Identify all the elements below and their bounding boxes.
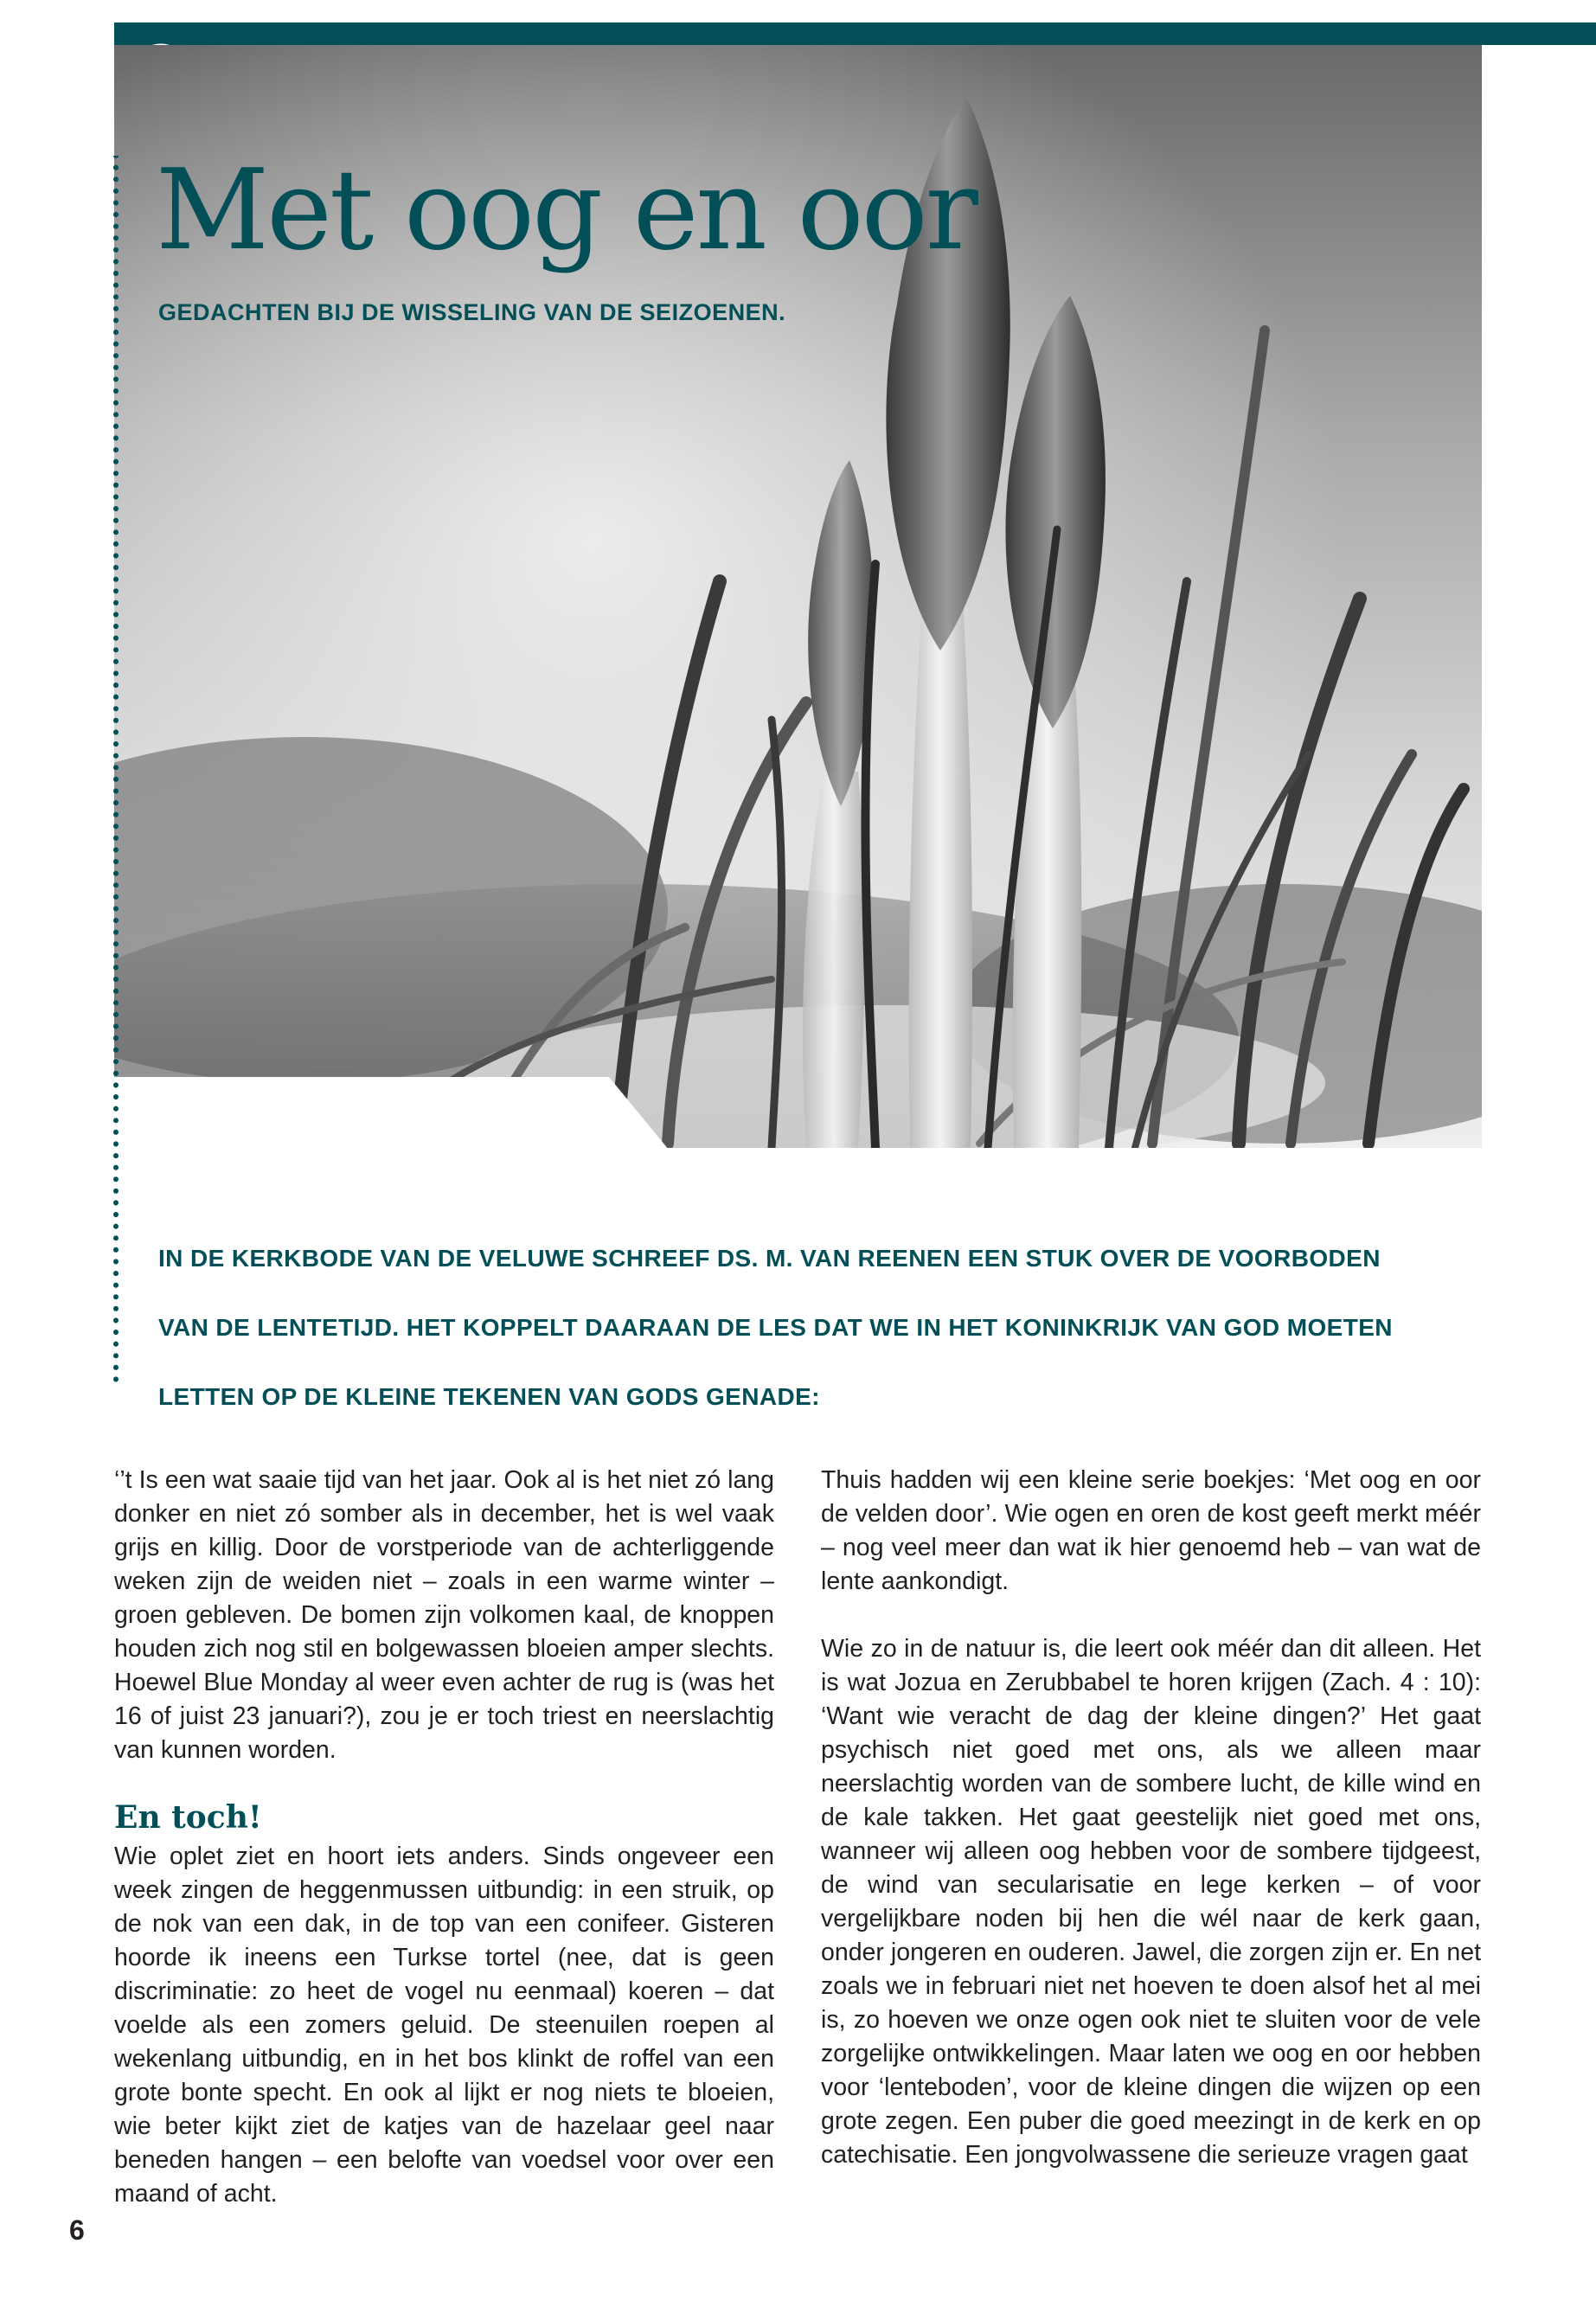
header-accent-line (779, 22, 1596, 45)
body-paragraph: Wie oplet ziet en hoort iets anders. Sinds ongeveer een week zingen de heggenmussen uitbundig: in een struik, op de nok van een dak, in de top van een conifeer. Gisteren hoorde ik ineens een Turkse tortel (nee, dat is geen discriminatie: zo heet de vogel nu eenmaal) koeren – dat voelde als een zomers geluid. De steenuilen roepen al wekenlang uitbundig, en in het bos klinkt de roffel van een grote bonte specht. En ook al lijkt er nog niets te bloeien, wie beter kijkt ziet de katjes van de hazelaar geel naar beneden hangen – een belofte van voedsel voor over een maand of acht. (114, 1843, 774, 2208)
body-paragraph: Thuis hadden wij een kleine serie boekjes: ‘Met oog en oor de velden door’. Wie ogen en oren de kost geeft merkt méér – nog veel meer dan wat ik hier genoemd heb – van wat de lente aankondigt. (821, 1466, 1481, 1595)
section-heading: En toch! (114, 1799, 262, 1836)
right-column (821, 1464, 1481, 2172)
body-paragraph: Wie zo in de natuur is, die leert ook méér dan dit alleen. Het is wat Jozua en Zerubbabel te horen krijgen (Zach. 4 : 10): ‘Want wie veracht de dag der kleine dingen?’ Het gaat psychisch niet goed met ons, als we alleen maar neerslachtig worden van de sombere lucht, de kille wind en de kale takken. Het gaat geestelijk niet goed met ons, wanneer wij alleen oog hebben voor de sombere tijdgeest, de wind van secularisatie en lege kerken – of voor vergelijkbare noden bij hen die wél naar de kerk gaan, onder jongeren en ouderen. Jawel, die zorgen zijn er. En net zoals we in februari niet net hoeven te doen alsof het al mei is, zo hoeven we onze ogen ook niet te sluiten voor de vele zorgelijke ontwikkelingen. Maar laten we oog en oor hebben voor ‘lenteboden’, voor de kleine dingen die wijzen op een grote zegen. Een puber die goed meezingt in de kerk en op catechisatie. Een jongvolwassene die serieuze vragen gaat (821, 1635, 1481, 2169)
article-subtitle: GEDACHTEN BIJ DE WISSELING VAN DE SEIZOENEN. (158, 299, 786, 325)
left-column (114, 1464, 774, 2211)
photo-corner-cutout (114, 1077, 676, 1159)
dotted-margin-rule (111, 156, 121, 1384)
page-number: 6 (69, 2214, 85, 2246)
body-paragraph: ‘’t Is een wat saaie tijd van het jaar. Ook al is het niet zó lang donker en niet zó somber als in december, het is wel vaak grijs en killig. Door de vorstperiode van de achterliggende weken zijn de weiden niet – zoals in een warme winter – groen gebleven. De bomen zijn volkomen kaal, de knoppen houden zich nog stil en bolgewassen bloeien amper slechts. Hoewel Blue Monday al weer even achter de rug is (was het 16 of juist 23 januari?), zou je er toch triest en neerslachtig van kunnen worden. (114, 1466, 774, 1764)
article-intro: IN DE KERKBODE VAN DE VELUWE SCHREEF DS. M. VAN REENEN EEN STUK OVER DE VOORBODEN VAN DE LENTETIJD. HET KOPPELT DAARAAN DE LES DAT WE IN HET KONINKRIJK VAN GOD MOETEN LETTEN OP DE KLEINE TEKENEN VAN GODS GENADE: (158, 1245, 1393, 1410)
article-title: Met oog en oor (156, 146, 976, 275)
